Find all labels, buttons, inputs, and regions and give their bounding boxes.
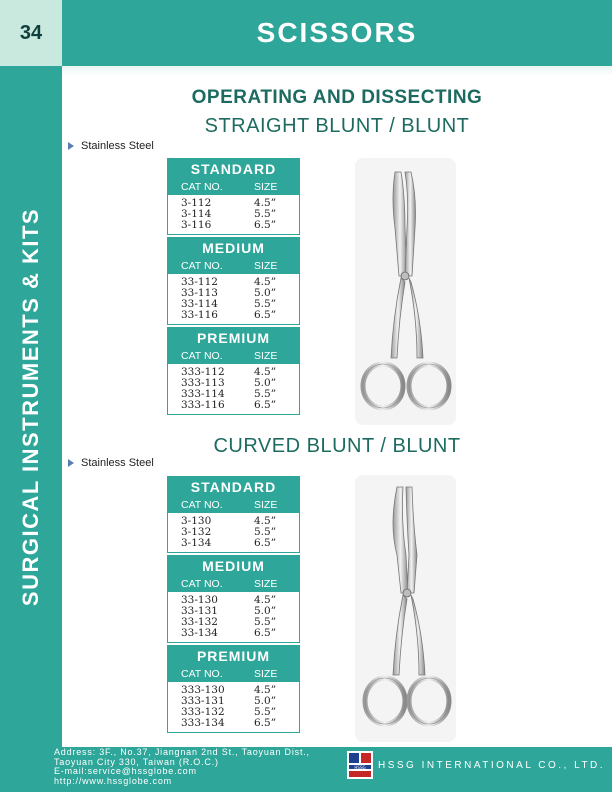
cat-no-cell: 333-130 [181,684,225,696]
header-size: SIZE [254,260,278,272]
table-row [168,628,299,639]
straight-scissors-photo [355,158,456,425]
header-size: SIZE [254,578,278,590]
table-header [168,259,299,274]
cat-no-cell: 3-130 [181,515,212,527]
cat-no-cell: 333-134 [181,717,225,729]
address-line: Address: 3F., No.37, Jiangnan 2nd St., Taoyuan Dist., [54,747,310,757]
size-cell: 5.0” [254,287,277,299]
side-label: SURGICAL INSTRUMENTS & KITS [18,207,43,606]
cat-no-cell: 33-131 [181,605,218,617]
cat-no-cell: 333-113 [181,377,225,389]
table-row [168,310,299,321]
straight-material: Stainless Steel [68,140,154,152]
cat-no-cell: 3-112 [181,197,212,209]
table-row [168,538,299,549]
cat-no-cell: 3-134 [181,537,212,549]
table-header [168,667,299,682]
size-cell: 5.0” [254,377,277,389]
header-bar [62,0,612,66]
size-cell: 4.5” [254,366,277,378]
table-title: PREMIUM [168,646,299,667]
size-cell: 6.5” [254,627,277,639]
header-cat-no: CAT NO. [181,578,223,590]
size-cell: 5.5” [254,298,277,310]
size-table-medium [167,555,300,643]
cat-no-cell: 3-114 [181,208,212,220]
cat-no-cell: 33-116 [181,309,218,321]
curved-scissors-photo [355,475,456,742]
bullet-icon [68,142,74,150]
cat-no-cell: 33-112 [181,276,218,288]
size-cell: 5.0” [254,605,277,617]
email-link[interactable]: E-mail:service@hssglobe.com [54,766,197,776]
straight-subtitle: STRAIGHT BLUNT / BLUNT [204,115,470,137]
size-cell: 6.5” [254,717,277,729]
header-size: SIZE [254,350,278,362]
size-cell: 5.0” [254,695,277,707]
curved-scissors-icon [355,475,456,742]
header-cat-no: CAT NO. [181,181,223,193]
size-cell: 4.5” [254,276,277,288]
footer-address [54,748,310,786]
page-number: 34 [0,0,62,66]
cat-no-cell: 33-132 [181,616,218,628]
header-size: SIZE [254,181,278,193]
table-title: PREMIUM [168,328,299,349]
cat-no-cell: 333-132 [181,706,225,718]
header-size: SIZE [254,499,278,511]
size-cell: 4.5” [254,684,277,696]
side-bar [0,66,62,747]
table-row [168,400,299,411]
table-header [168,349,299,364]
svg-text:HSSG: HSSG [354,765,366,770]
curved-material: Stainless Steel [68,457,154,469]
cat-no-cell: 33-134 [181,627,218,639]
table-header [168,498,299,513]
cat-no-cell: 33-113 [181,287,218,299]
size-table-standard [167,158,300,235]
header-cat-no: CAT NO. [181,668,223,680]
size-cell: 5.5” [254,616,277,628]
table-row [168,718,299,729]
address-line: Taoyuan City 330, Taiwan (R.O.C.) [54,756,219,767]
size-cell: 6.5” [254,219,277,231]
table-title: MEDIUM [168,238,299,259]
cat-no-cell: 33-114 [181,298,218,310]
cat-no-cell: 333-131 [181,695,225,707]
table-title: STANDARD [168,477,299,498]
size-cell: 6.5” [254,537,277,549]
header-cat-no: CAT NO. [181,260,223,272]
size-table-premium [167,327,300,415]
section-title: OPERATING AND DISSECTING [191,87,483,108]
size-cell: 6.5” [254,309,277,321]
size-cell: 4.5” [254,515,277,527]
website-link[interactable]: http://www.hssglobe.com [54,775,172,786]
header-cat-no: CAT NO. [181,350,223,362]
size-cell: 5.5” [254,526,277,538]
curved-subtitle: CURVED BLUNT / BLUNT [213,435,461,457]
bullet-icon [68,459,74,467]
company-name: HSSG INTERNATIONAL CO., LTD. [378,760,606,771]
table-header [168,180,299,195]
size-cell: 5.5” [254,208,277,220]
cat-no-cell: 333-114 [181,388,225,400]
cat-no-cell: 333-116 [181,399,225,411]
size-cell: 6.5” [254,399,277,411]
table-row [168,220,299,231]
size-cell: 4.5” [254,197,277,209]
page-title: SCISSORS [256,17,418,48]
header-shadow [62,66,612,76]
cat-no-cell: 333-112 [181,366,225,378]
cat-no-cell: 3-116 [181,219,212,231]
cat-no-cell: 3-132 [181,526,212,538]
size-table-standard [167,476,300,553]
header-size: SIZE [254,668,278,680]
table-header [168,577,299,592]
table-title: STANDARD [168,159,299,180]
header-cat-no: CAT NO. [181,499,223,511]
hssg-logo-icon [347,751,373,779]
size-cell: 4.5” [254,594,277,606]
size-table-premium [167,645,300,733]
size-cell: 5.5” [254,388,277,400]
table-title: MEDIUM [168,556,299,577]
size-cell: 5.5” [254,706,277,718]
cat-no-cell: 33-130 [181,594,218,606]
straight-scissors-icon [355,158,456,425]
size-table-medium [167,237,300,325]
